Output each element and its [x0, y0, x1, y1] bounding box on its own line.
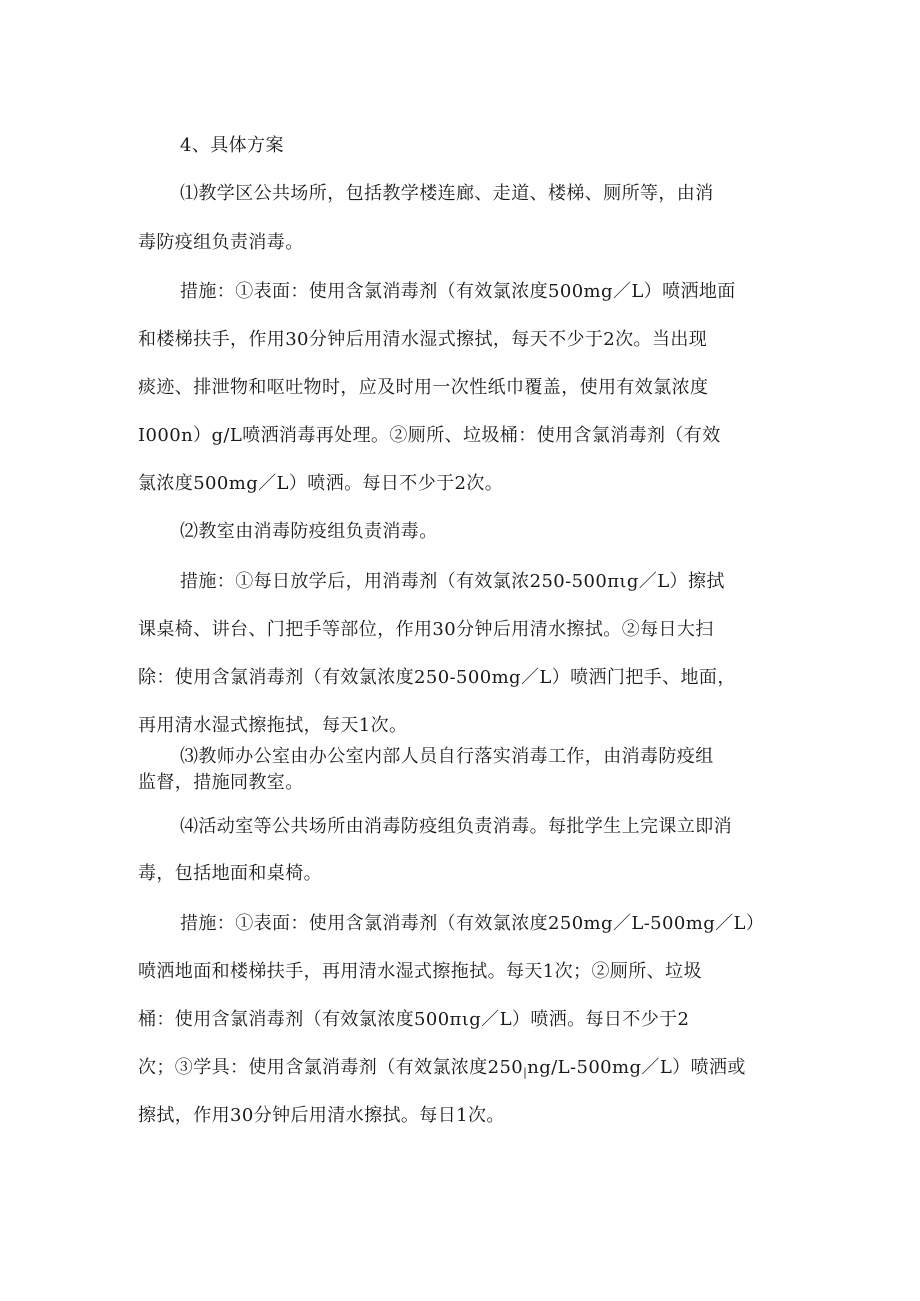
paragraph-5-line-2: 监督，措施同教室。: [138, 772, 304, 793]
paragraph-4-line-2: 课桌椅、讲台、门把手等部位，作用30分钟后用清水擦拭。②每日大扫: [138, 619, 714, 640]
paragraph-1-line-1: ⑴教学区公共场所，包括教学楼连廊、走道、楼梯、厕所等，由消: [180, 183, 714, 204]
paragraph-7-line-1: 措施：①表面：使用含氯消毒剂（有效氯浓度250mg／L-500mg／L）: [180, 913, 765, 934]
paragraph-7-line-2: 喷洒地面和楼梯扶手，再用清水湿式擦拖拭。每天1次；②厕所、垃圾: [138, 961, 702, 982]
paragraph-7-line-4-a: 次；③学具：使用含氯消毒剂（有效氯浓度250: [138, 1057, 524, 1078]
paragraph-7-line-3: 桶：使用含氯消毒剂（有效氯浓度500πιg／L）喷洒。每日不少于2: [138, 1009, 690, 1030]
paragraph-1-line-2: 毒防疫组负责消毒。: [138, 232, 304, 253]
paragraph-5-line-1: ⑶教师办公室由办公室内部人员自行落实消毒工作，由消毒防疫组: [180, 746, 714, 767]
paragraph-6-line-2: 毒，包括地面和桌椅。: [138, 863, 322, 884]
paragraph-7-line-4-b: ng/L-500mg／L）喷洒或: [527, 1057, 746, 1078]
paragraph-3-line-1: ⑵教室由消毒防疫组负责消毒。: [180, 521, 438, 542]
paragraph-2-line-3: 痰迹、排泄物和呕吐物时，应及时用一次性纸巾覆盖，使用有效氯浓度: [138, 377, 709, 398]
paragraph-2-line-2: 和楼梯扶手，作用30分钟后用清水湿式擦拭，每天不少于2次。当出现: [138, 329, 708, 350]
paragraph-7-line-4-subscript: |: [523, 1066, 528, 1079]
paragraph-2-line-4: I000n）g/L喷洒消毒再处理。②厕所、垃圾桶：使用含氯消毒剂（有效: [138, 425, 721, 446]
section-heading: 4、具体方案: [180, 135, 284, 156]
paragraph-4-line-1: 措施：①每日放学后，用消毒剂（有效氯浓250-500πιg／L）擦拭: [180, 571, 725, 592]
paragraph-7-line-4: [138, 1056, 788, 1085]
paragraph-4-line-4: 再用清水湿式擦拖拭，每天1次。: [138, 715, 408, 736]
paragraph-4-line-3: 除：使用含氯消毒剂（有效氯浓度250-500mg／L）喷洒门把手、地面，: [138, 667, 736, 688]
paragraph-6-line-1: ⑷活动室等公共场所由消毒防疫组负责消毒。每批学生上完课立即消: [180, 816, 732, 837]
paragraph-7-line-5: 擦拭，作用30分钟后用清水擦拭。每日1次。: [138, 1105, 505, 1126]
paragraph-2-line-5: 氯浓度500mg／L）喷洒。每日不少于2次。: [138, 473, 504, 494]
paragraph-2-line-1: 措施：①表面：使用含氯消毒剂（有效氯浓度500mg／L）喷洒地面: [180, 281, 736, 302]
